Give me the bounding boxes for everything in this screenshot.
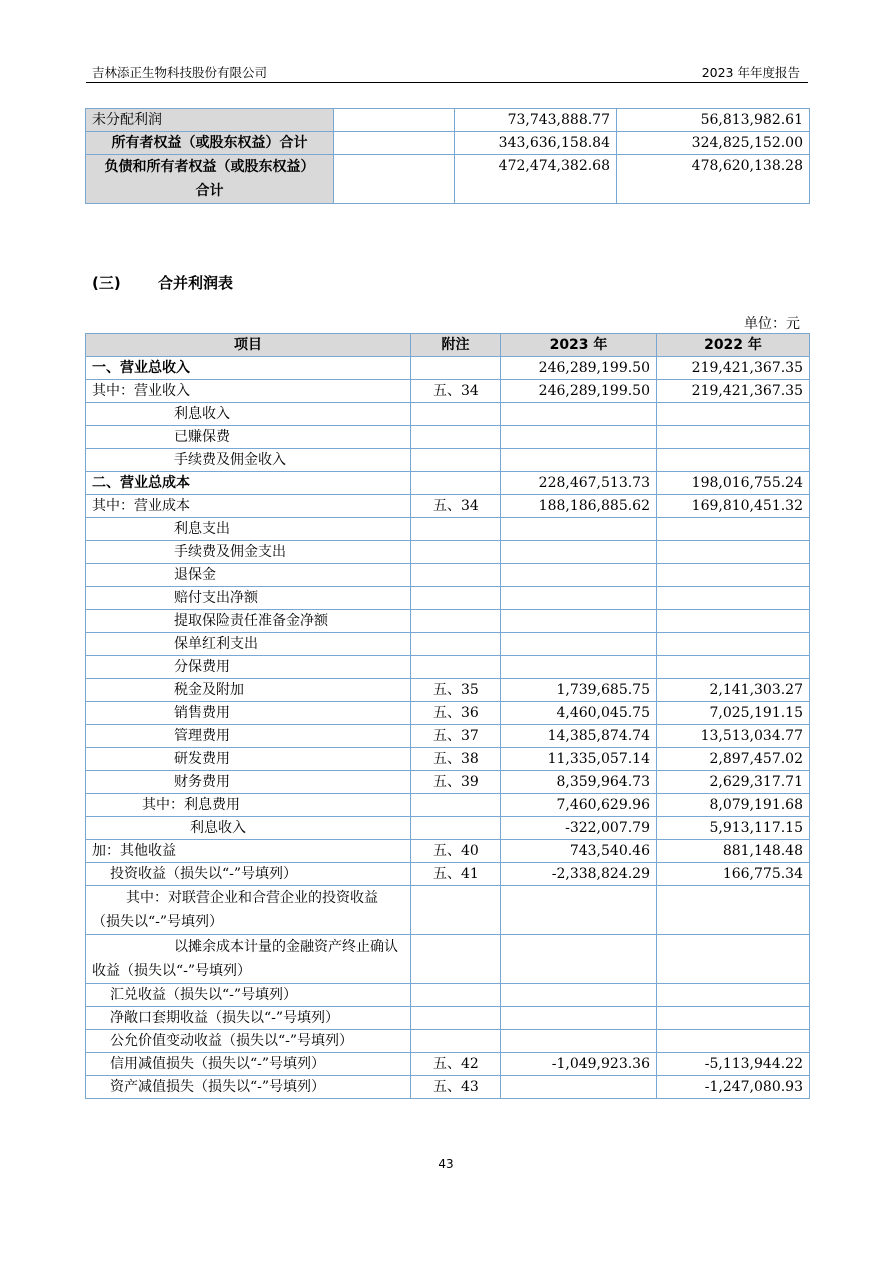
row-note bbox=[411, 357, 501, 380]
row-value-2023 bbox=[501, 633, 657, 656]
table-row bbox=[86, 886, 810, 935]
row-value-2023: 14,385,874.74 bbox=[501, 725, 657, 748]
row-note bbox=[334, 155, 455, 204]
row-value-2023 bbox=[501, 886, 657, 935]
row-label: 一、营业总收入 bbox=[86, 357, 411, 380]
row-value-2022: 2,141,303.27 bbox=[657, 679, 810, 702]
row-value-2023: 246,289,199.50 bbox=[501, 380, 657, 403]
row-note: 五、38 bbox=[411, 748, 501, 771]
row-note bbox=[411, 610, 501, 633]
row-note bbox=[411, 817, 501, 840]
row-value-2022: 7,025,191.15 bbox=[657, 702, 810, 725]
row-label: 投资收益（损失以“-”号填列） bbox=[86, 863, 411, 886]
table-row bbox=[86, 109, 810, 132]
row-label: 以摊余成本计量的金融资产终止确认收益（损失以“-”号填列） bbox=[86, 935, 411, 984]
row-value-2022 bbox=[657, 449, 810, 472]
row-note: 五、42 bbox=[411, 1053, 501, 1076]
row-note bbox=[411, 984, 501, 1007]
row-note: 五、40 bbox=[411, 840, 501, 863]
row-value-2023: -322,007.79 bbox=[501, 817, 657, 840]
table-row bbox=[86, 541, 810, 564]
row-value-2023 bbox=[501, 984, 657, 1007]
table-row bbox=[86, 472, 810, 495]
row-value-2022: 2,629,317.71 bbox=[657, 771, 810, 794]
row-value-2023 bbox=[501, 1076, 657, 1099]
table-row bbox=[86, 1030, 810, 1053]
row-value-2022 bbox=[657, 426, 810, 449]
balance-sheet-tail-table bbox=[85, 108, 810, 204]
row-value-2023: 11,335,057.14 bbox=[501, 748, 657, 771]
row-label: 利息收入 bbox=[86, 817, 411, 840]
table-header-row bbox=[86, 334, 810, 357]
row-note: 五、37 bbox=[411, 725, 501, 748]
row-value-2022: 169,810,451.32 bbox=[657, 495, 810, 518]
table-row bbox=[86, 380, 810, 403]
row-label: 其中：营业成本 bbox=[86, 495, 411, 518]
row-label: 销售费用 bbox=[86, 702, 411, 725]
row-label: 已赚保费 bbox=[86, 426, 411, 449]
column-header-note: 附注 bbox=[411, 334, 501, 357]
row-note bbox=[334, 109, 455, 132]
row-note bbox=[411, 935, 501, 984]
row-value-2023 bbox=[501, 426, 657, 449]
row-note: 五、36 bbox=[411, 702, 501, 725]
row-label: 其中：对联营企业和合营企业的投资收益（损失以“-”号填列） bbox=[86, 886, 411, 935]
row-label: 手续费及佣金收入 bbox=[86, 449, 411, 472]
table-row bbox=[86, 1053, 810, 1076]
page-number: 43 bbox=[438, 1157, 454, 1171]
row-value-2023 bbox=[501, 449, 657, 472]
row-note: 五、43 bbox=[411, 1076, 501, 1099]
row-value-2022 bbox=[657, 610, 810, 633]
row-value-2022: 324,825,152.00 bbox=[617, 132, 810, 155]
row-note bbox=[334, 132, 455, 155]
table-row bbox=[86, 984, 810, 1007]
row-label: 研发费用 bbox=[86, 748, 411, 771]
row-value-2023 bbox=[501, 656, 657, 679]
table-row bbox=[86, 610, 810, 633]
row-label: 信用减值损失（损失以“-”号填列） bbox=[86, 1053, 411, 1076]
row-label: 二、营业总成本 bbox=[86, 472, 411, 495]
row-note bbox=[411, 633, 501, 656]
header-company: 吉林添正生物科技股份有限公司 bbox=[92, 65, 268, 80]
row-label: 利息收入 bbox=[86, 403, 411, 426]
row-value-2022 bbox=[657, 656, 810, 679]
table-row bbox=[86, 748, 810, 771]
row-value-2022 bbox=[657, 403, 810, 426]
row-value-2022: 5,913,117.15 bbox=[657, 817, 810, 840]
table-row bbox=[86, 426, 810, 449]
row-value-2023 bbox=[501, 1007, 657, 1030]
table-row bbox=[86, 518, 810, 541]
header-report-title: 2023 年年度报告 bbox=[701, 65, 800, 80]
row-value-2023: 7,460,629.96 bbox=[501, 794, 657, 817]
table-row bbox=[86, 935, 810, 984]
row-value-2023 bbox=[501, 518, 657, 541]
table-row bbox=[86, 587, 810, 610]
row-value-2022: 166,775.34 bbox=[657, 863, 810, 886]
row-value-2023: 188,186,885.62 bbox=[501, 495, 657, 518]
row-value-2022 bbox=[657, 541, 810, 564]
row-note: 五、41 bbox=[411, 863, 501, 886]
table-row bbox=[86, 817, 810, 840]
column-header-2022: 2022 年 bbox=[657, 334, 810, 357]
row-value-2022 bbox=[657, 935, 810, 984]
row-value-2023: 8,359,964.73 bbox=[501, 771, 657, 794]
row-value-2023 bbox=[501, 587, 657, 610]
row-label: 财务费用 bbox=[86, 771, 411, 794]
row-note: 五、34 bbox=[411, 380, 501, 403]
row-note bbox=[411, 886, 501, 935]
row-label: 赔付支出净额 bbox=[86, 587, 411, 610]
row-label: 未分配利润 bbox=[86, 109, 334, 132]
row-value-2022: 198,016,755.24 bbox=[657, 472, 810, 495]
row-value-2023 bbox=[501, 1030, 657, 1053]
row-value-2022 bbox=[657, 1030, 810, 1053]
row-value-2023 bbox=[501, 541, 657, 564]
row-label: 管理费用 bbox=[86, 725, 411, 748]
column-header-item: 项目 bbox=[86, 334, 411, 357]
row-label: 汇兑收益（损失以“-”号填列） bbox=[86, 984, 411, 1007]
row-label: 加：其他收益 bbox=[86, 840, 411, 863]
row-value-2022 bbox=[657, 564, 810, 587]
table-row bbox=[86, 794, 810, 817]
table-row bbox=[86, 771, 810, 794]
row-note bbox=[411, 587, 501, 610]
row-note: 五、39 bbox=[411, 771, 501, 794]
row-value-2022 bbox=[657, 1007, 810, 1030]
row-label: 税金及附加 bbox=[86, 679, 411, 702]
row-value-2023 bbox=[501, 610, 657, 633]
row-label: 利息支出 bbox=[86, 518, 411, 541]
table-row bbox=[86, 863, 810, 886]
row-note bbox=[411, 564, 501, 587]
row-value-2023: -1,049,923.36 bbox=[501, 1053, 657, 1076]
row-note bbox=[411, 656, 501, 679]
row-label: 分保费用 bbox=[86, 656, 411, 679]
income-statement-body bbox=[86, 357, 810, 1099]
row-note bbox=[411, 426, 501, 449]
table-row bbox=[86, 1007, 810, 1030]
row-value-2023: 73,743,888.77 bbox=[455, 109, 617, 132]
row-value-2022: 56,813,982.61 bbox=[617, 109, 810, 132]
row-label: 净敞口套期收益（损失以“-”号填列） bbox=[86, 1007, 411, 1030]
row-value-2023: -2,338,824.29 bbox=[501, 863, 657, 886]
row-note bbox=[411, 518, 501, 541]
row-value-2022 bbox=[657, 633, 810, 656]
table-row bbox=[86, 702, 810, 725]
row-value-2023: 743,540.46 bbox=[501, 840, 657, 863]
row-value-2023: 228,467,513.73 bbox=[501, 472, 657, 495]
row-label: 保单红利支出 bbox=[86, 633, 411, 656]
table-row bbox=[86, 1076, 810, 1099]
row-value-2022: 2,897,457.02 bbox=[657, 748, 810, 771]
row-note bbox=[411, 1007, 501, 1030]
row-value-2022 bbox=[657, 984, 810, 1007]
row-value-2023 bbox=[501, 564, 657, 587]
row-value-2022: -5,113,944.22 bbox=[657, 1053, 810, 1076]
row-label: 其中：营业收入 bbox=[86, 380, 411, 403]
row-value-2022: 219,421,367.35 bbox=[657, 357, 810, 380]
row-value-2023: 472,474,382.68 bbox=[455, 155, 617, 204]
section-title: 合并利润表 bbox=[157, 274, 233, 292]
row-value-2023: 246,289,199.50 bbox=[501, 357, 657, 380]
row-value-2022: 478,620,138.28 bbox=[617, 155, 810, 204]
table-row bbox=[86, 449, 810, 472]
section-heading bbox=[92, 272, 233, 293]
column-header-2023: 2023 年 bbox=[501, 334, 657, 357]
section-number: (三) bbox=[92, 274, 121, 292]
table-row bbox=[86, 403, 810, 426]
header-divider bbox=[86, 82, 808, 83]
table-row bbox=[86, 495, 810, 518]
row-label: 所有者权益（或股东权益）合计 bbox=[86, 132, 334, 155]
row-value-2022: 219,421,367.35 bbox=[657, 380, 810, 403]
row-label: 公允价值变动收益（损失以“-”号填列） bbox=[86, 1030, 411, 1053]
table-row bbox=[86, 679, 810, 702]
row-value-2022 bbox=[657, 886, 810, 935]
row-value-2023: 343,636,158.84 bbox=[455, 132, 617, 155]
row-note: 五、35 bbox=[411, 679, 501, 702]
table-row bbox=[86, 357, 810, 380]
row-value-2022 bbox=[657, 587, 810, 610]
row-label: 资产减值损失（损失以“-”号填列） bbox=[86, 1076, 411, 1099]
unit-label: 单位：元 bbox=[744, 316, 800, 332]
row-note bbox=[411, 1030, 501, 1053]
row-note bbox=[411, 449, 501, 472]
table-row bbox=[86, 725, 810, 748]
row-value-2023 bbox=[501, 935, 657, 984]
row-value-2022: -1,247,080.93 bbox=[657, 1076, 810, 1099]
table-row bbox=[86, 840, 810, 863]
row-label: 其中：利息费用 bbox=[86, 794, 411, 817]
row-label: 手续费及佣金支出 bbox=[86, 541, 411, 564]
row-note bbox=[411, 794, 501, 817]
row-value-2022 bbox=[657, 518, 810, 541]
row-value-2022: 881,148.48 bbox=[657, 840, 810, 863]
row-note bbox=[411, 541, 501, 564]
row-value-2022: 8,079,191.68 bbox=[657, 794, 810, 817]
row-note: 五、34 bbox=[411, 495, 501, 518]
table-row bbox=[86, 564, 810, 587]
table-row bbox=[86, 132, 810, 155]
table-row bbox=[86, 155, 810, 204]
table-row bbox=[86, 656, 810, 679]
row-label: 退保金 bbox=[86, 564, 411, 587]
row-note bbox=[411, 403, 501, 426]
table-row bbox=[86, 633, 810, 656]
row-note bbox=[411, 472, 501, 495]
row-label: 提取保险责任准备金净额 bbox=[86, 610, 411, 633]
row-value-2023: 1,739,685.75 bbox=[501, 679, 657, 702]
row-value-2023 bbox=[501, 403, 657, 426]
income-statement-table bbox=[85, 333, 810, 1099]
row-value-2022: 13,513,034.77 bbox=[657, 725, 810, 748]
row-label: 负债和所有者权益（或股东权益）合计 bbox=[86, 155, 334, 204]
row-value-2023: 4,460,045.75 bbox=[501, 702, 657, 725]
